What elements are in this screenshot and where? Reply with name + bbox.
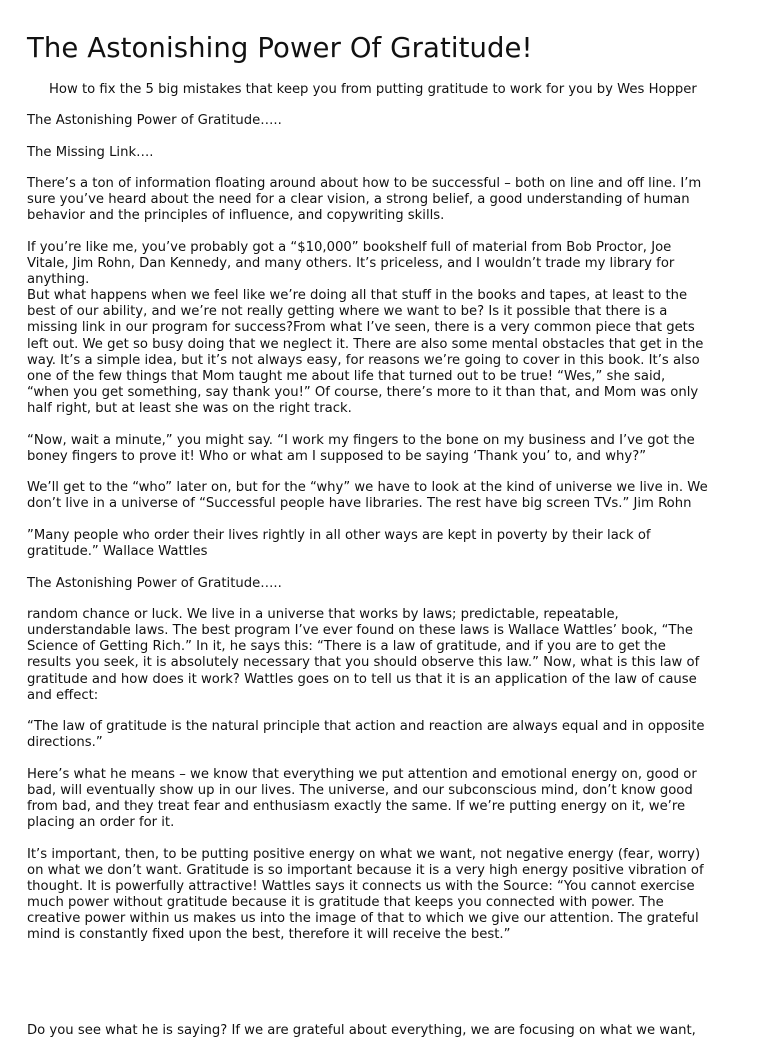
paragraph-line: understandable laws. The best program I’ve ever found on these laws is Wallace Wattles’ book, “The	[27, 623, 693, 639]
paragraph-line: random chance or luck. We live in a universe that works by laws; predictable, repeatable,	[27, 607, 619, 623]
document-subtitle: How to fix the 5 big mistakes that keep you from putting gratitude to work for you by Wes Hopper	[49, 82, 697, 97]
paragraph	[27, 719, 749, 751]
paragraph	[27, 847, 749, 944]
paragraph-line: We’ll get to the “who” later on, but for the “why” we have to look at the kind of universe we live in. We	[27, 480, 708, 496]
paragraph-line: left out. We get so busy doing that we neglect it. There are also some mental obstacles that get in the	[27, 336, 704, 352]
paragraph-line: Do you see what he is saying? If we are grateful about everything, we are focusing on what we want,	[27, 1023, 696, 1039]
paragraph-line: and effect:	[27, 687, 99, 703]
paragraph-line: from bad, and they treat fear and enthusiasm exactly the same. If we’re putting energy on it, we’re	[27, 799, 686, 815]
paragraph-line: bad, will eventually show up in our lives. The universe, and our subconscious mind, don’t know good	[27, 783, 693, 798]
paragraph	[27, 576, 749, 592]
paragraph-line: placing an order for it.	[27, 815, 175, 831]
paragraph-line: It’s important, then, to be putting positive energy on what we want, not negative energy (fear, worry)	[27, 846, 701, 862]
paragraph-line: There’s a ton of information floating around about how to be successful – both on line and off line. I’m	[27, 176, 702, 192]
paragraph	[27, 767, 749, 831]
paragraph-line: missing link in our program for success?From what I’ve seen, there is a very common piece that gets	[27, 320, 695, 336]
paragraph	[27, 113, 749, 129]
paragraph	[27, 607, 749, 704]
paragraph-line: don’t live in a universe of “Successful people have libraries. The rest have big screen TVs.” Jim Rohn	[27, 496, 692, 512]
paragraph-line: But what happens when we feel like we’re doing all that stuff in the books and tapes, at least to the	[27, 288, 688, 304]
document-body	[27, 113, 749, 1055]
paragraph-line: directions.”	[27, 735, 103, 751]
paragraph-line: sure you’ve heard about the need for a clear vision, a strong belief, a good understanding of human	[27, 192, 690, 208]
paragraph	[27, 145, 749, 161]
paragraph-line: thought. It is powerfully attractive! Wattles says it connects us with the Source: “You cannot exercise	[27, 878, 695, 894]
paragraph-line: creative power within us makes us into the image of that to which we give our attention. The grateful	[27, 911, 699, 927]
paragraph-line: half right, but at least she was on the right track.	[27, 400, 352, 416]
paragraph-line: gratitude and how does it work? Wattles goes on to tell us that it is an application of the law of cause	[27, 671, 697, 687]
paragraph	[27, 240, 749, 288]
paragraph-line: behavior and the principles of influence, and copywriting skills.	[27, 208, 445, 224]
paragraph	[27, 176, 749, 224]
paragraph-line: best of our ability, and we’re not really getting where we want to be? Is it possible that there is a	[27, 304, 668, 320]
paragraph	[27, 528, 749, 560]
document-title: The Astonishing Power Of Gratitude!	[27, 32, 533, 64]
paragraph-line: on what we don’t want. Gratitude is so important because it is a very high energy positive vibration of	[27, 862, 704, 878]
paragraph-line: one of the few things that Mom taught me about life that turned out to be true! “Wes,” she said,	[27, 368, 666, 384]
paragraph	[27, 1023, 749, 1039]
paragraph-line: Here’s what he means – we know that everything we put attention and emotional energy on, good or	[27, 766, 697, 782]
paragraph-line: results you seek, it is absolutely necessary that you should observe this law.” Now, what is this law of	[27, 655, 700, 671]
paragraph	[27, 288, 749, 417]
paragraph-line: anything.	[27, 272, 90, 288]
paragraph-line: way. It’s a simple idea, but it’s not always easy, for reasons we’re going to cover in this book. It’s also	[27, 352, 700, 368]
paragraph	[27, 480, 749, 512]
paragraph-line: If you’re like me, you’ve probably got a “$10,000” bookshelf full of material from Bob Proctor, Joe	[27, 239, 672, 255]
paragraph-line: much power without gratitude because it is gratitude that keeps you connected with power. The	[27, 895, 664, 911]
paragraph-line: The Astonishing Power of Gratitude…..	[27, 113, 282, 128]
paragraph-line: “The law of gratitude is the natural principle that action and reaction are always equal and in opposite	[27, 719, 705, 735]
paragraph-line: gratitude.” Wallace Wattles	[27, 543, 208, 559]
paragraph-line: “when you get something, say thank you!” Of course, there’s more to it than that, and Mom was only	[27, 384, 699, 400]
paragraph-line: mind is constantly fixed upon the best, therefore it will receive the best.”	[27, 927, 511, 943]
paragraph-line: “Now, wait a minute,” you might say. “I work my fingers to the bone on my business and I’ve got the	[27, 432, 695, 448]
paragraph-line: boney fingers to prove it! Who or what am I supposed to be saying ‘Thank you’ to, and why?”	[27, 448, 647, 464]
paragraph-line: The Missing Link….	[27, 144, 154, 160]
paragraph	[27, 433, 749, 465]
paragraph-line: The Astonishing Power of Gratitude…..	[27, 575, 282, 591]
paragraph-line: Vitale, Jim Rohn, Dan Kennedy, and many others. It’s priceless, and I wouldn’t trade my library for	[27, 256, 675, 272]
paragraph-line: ”Many people who order their lives rightly in all other ways are kept in poverty by their lack of	[27, 527, 651, 543]
paragraph-line: Science of Getting Rich.” In it, he says this: “There is a law of gratitude, and if you are to get the	[27, 639, 666, 655]
